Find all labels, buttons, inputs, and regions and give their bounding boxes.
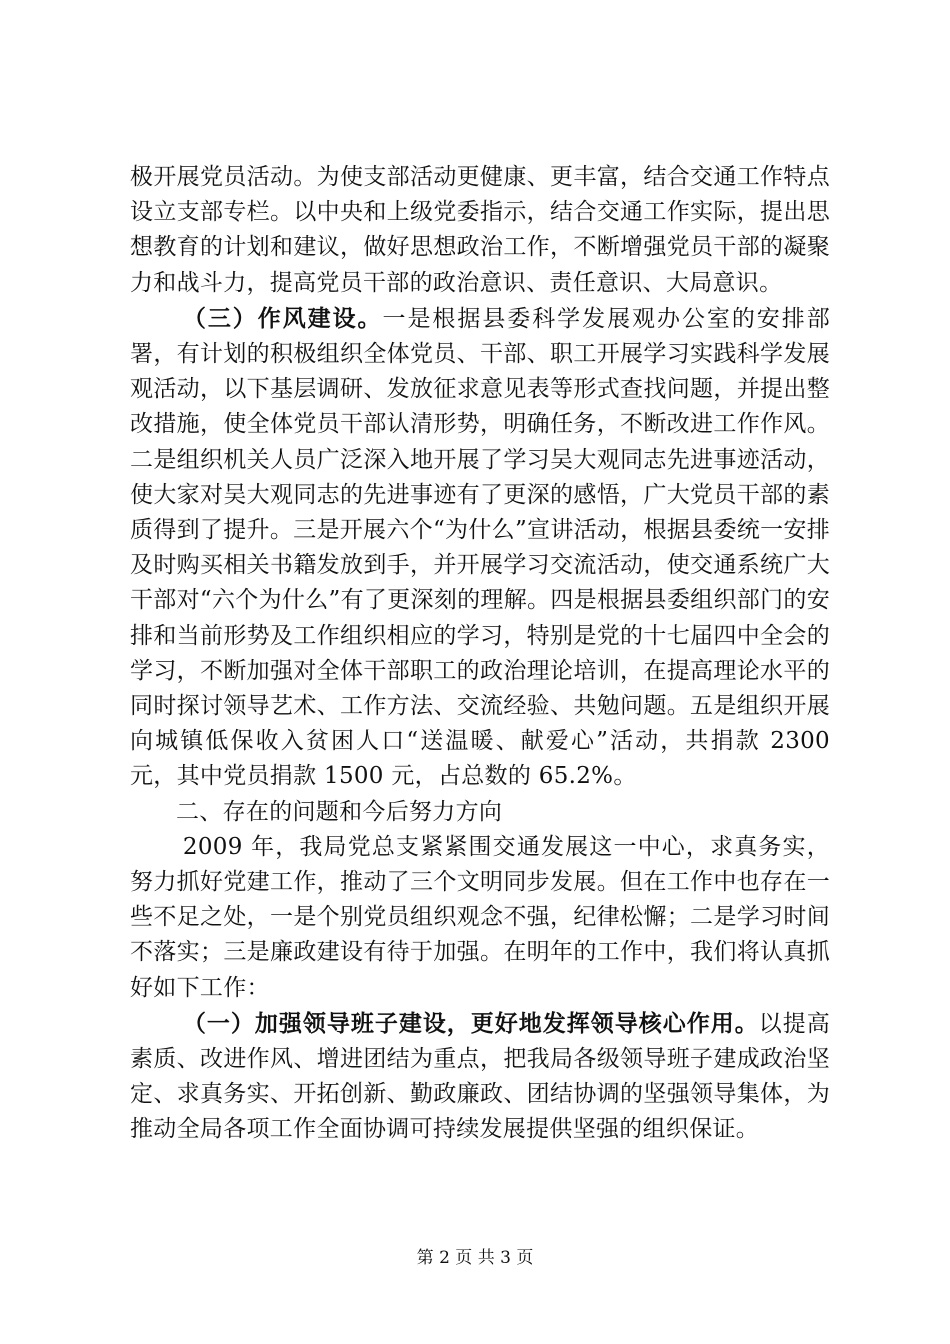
section-title — [130, 795, 830, 830]
paragraph-heading: （三）作风建设。 — [182, 304, 383, 332]
paragraph-leadership — [130, 1006, 830, 1148]
paragraph-heading: （一）加强领导班子建设，更好地发挥领导核心作用。 — [182, 1009, 759, 1037]
paragraph-text: 一是根据县委科学发展观办公室的安排部署，有计划的积极组织全体党员、干部、职工开展学习实践科学发展观活动，以下基层调研、发放征求意见表等形式查找问题，并提出整改措施，使全体党员干部认清形势，明确任务，不断改进工作作风。二是组织机关人员广泛深入地开展了学习吴大观同志先进事迹活动，使大家对吴大观同志的先进事迹有了更深的感悟，广大党员干部的素质得到了提升。三是开展六个“为什么”宣讲活动，根据县委统一安排及时购买相关书籍发放到手，并开展学习交流活动，使交通系统广大干部对“六个为什么”有了更深刻的理解。四是根据县委组织部门的安排和当前形势及工作组织相应的学习，特别是党的十七届四中全会的学习，不断加强对全体干部职工的政治理论培训，在提高理论水平的同时探讨领导艺术、工作方法、交流经验、共勉问题。五是组织开展向城镇低保收入贫困人口“送温暖、献爱心”活动，共捐款 2300 元，其中党员捐款 1500 元，占总数的 65.2%。 — [130, 305, 830, 790]
paragraph-text: 极开展党员活动。为使支部活动更健康、更丰富，结合交通工作特点设立支部专栏。以中央和上级党委指示，结合交通工作实际，提出思想教育的计划和建议，做好思想政治工作，不断增强党员干部的凝聚力和战斗力，提高党员干部的政治意识、责任意识、大局意识。 — [130, 164, 830, 296]
page-footer — [0, 1243, 950, 1268]
document-body — [130, 160, 830, 1148]
paragraph-text: 2009 年，我局党总支紧紧围交通发展这一中心，求真务实，努力抓好党建工作，推动了三个文明同步发展。但在工作中也存在一些不足之处，一是个别党员组织观念不强，纪律松懈；二是学习时间不落实；三是廉政建设有待于加强。在明年的工作中，我们将认真抓好如下工作： — [130, 833, 830, 1001]
paragraph-text: 以提高素质、改进作风、增进团结为重点，把我局各级领导班子建成政治坚定、求真务实、开拓创新、勤政廉政、团结协调的坚强领导集体，为推动全局各项工作全面协调可持续发展提供坚强的组织保证。 — [130, 1010, 831, 1143]
section-title-text: 二、存在的问题和今后努力方向 — [176, 798, 503, 825]
page-number-label: 第 2 页 共 3 页 — [416, 1248, 534, 1268]
paragraph-party-activities — [130, 160, 830, 301]
paragraph-problems — [130, 830, 830, 1006]
paragraph-work-style — [130, 301, 830, 795]
